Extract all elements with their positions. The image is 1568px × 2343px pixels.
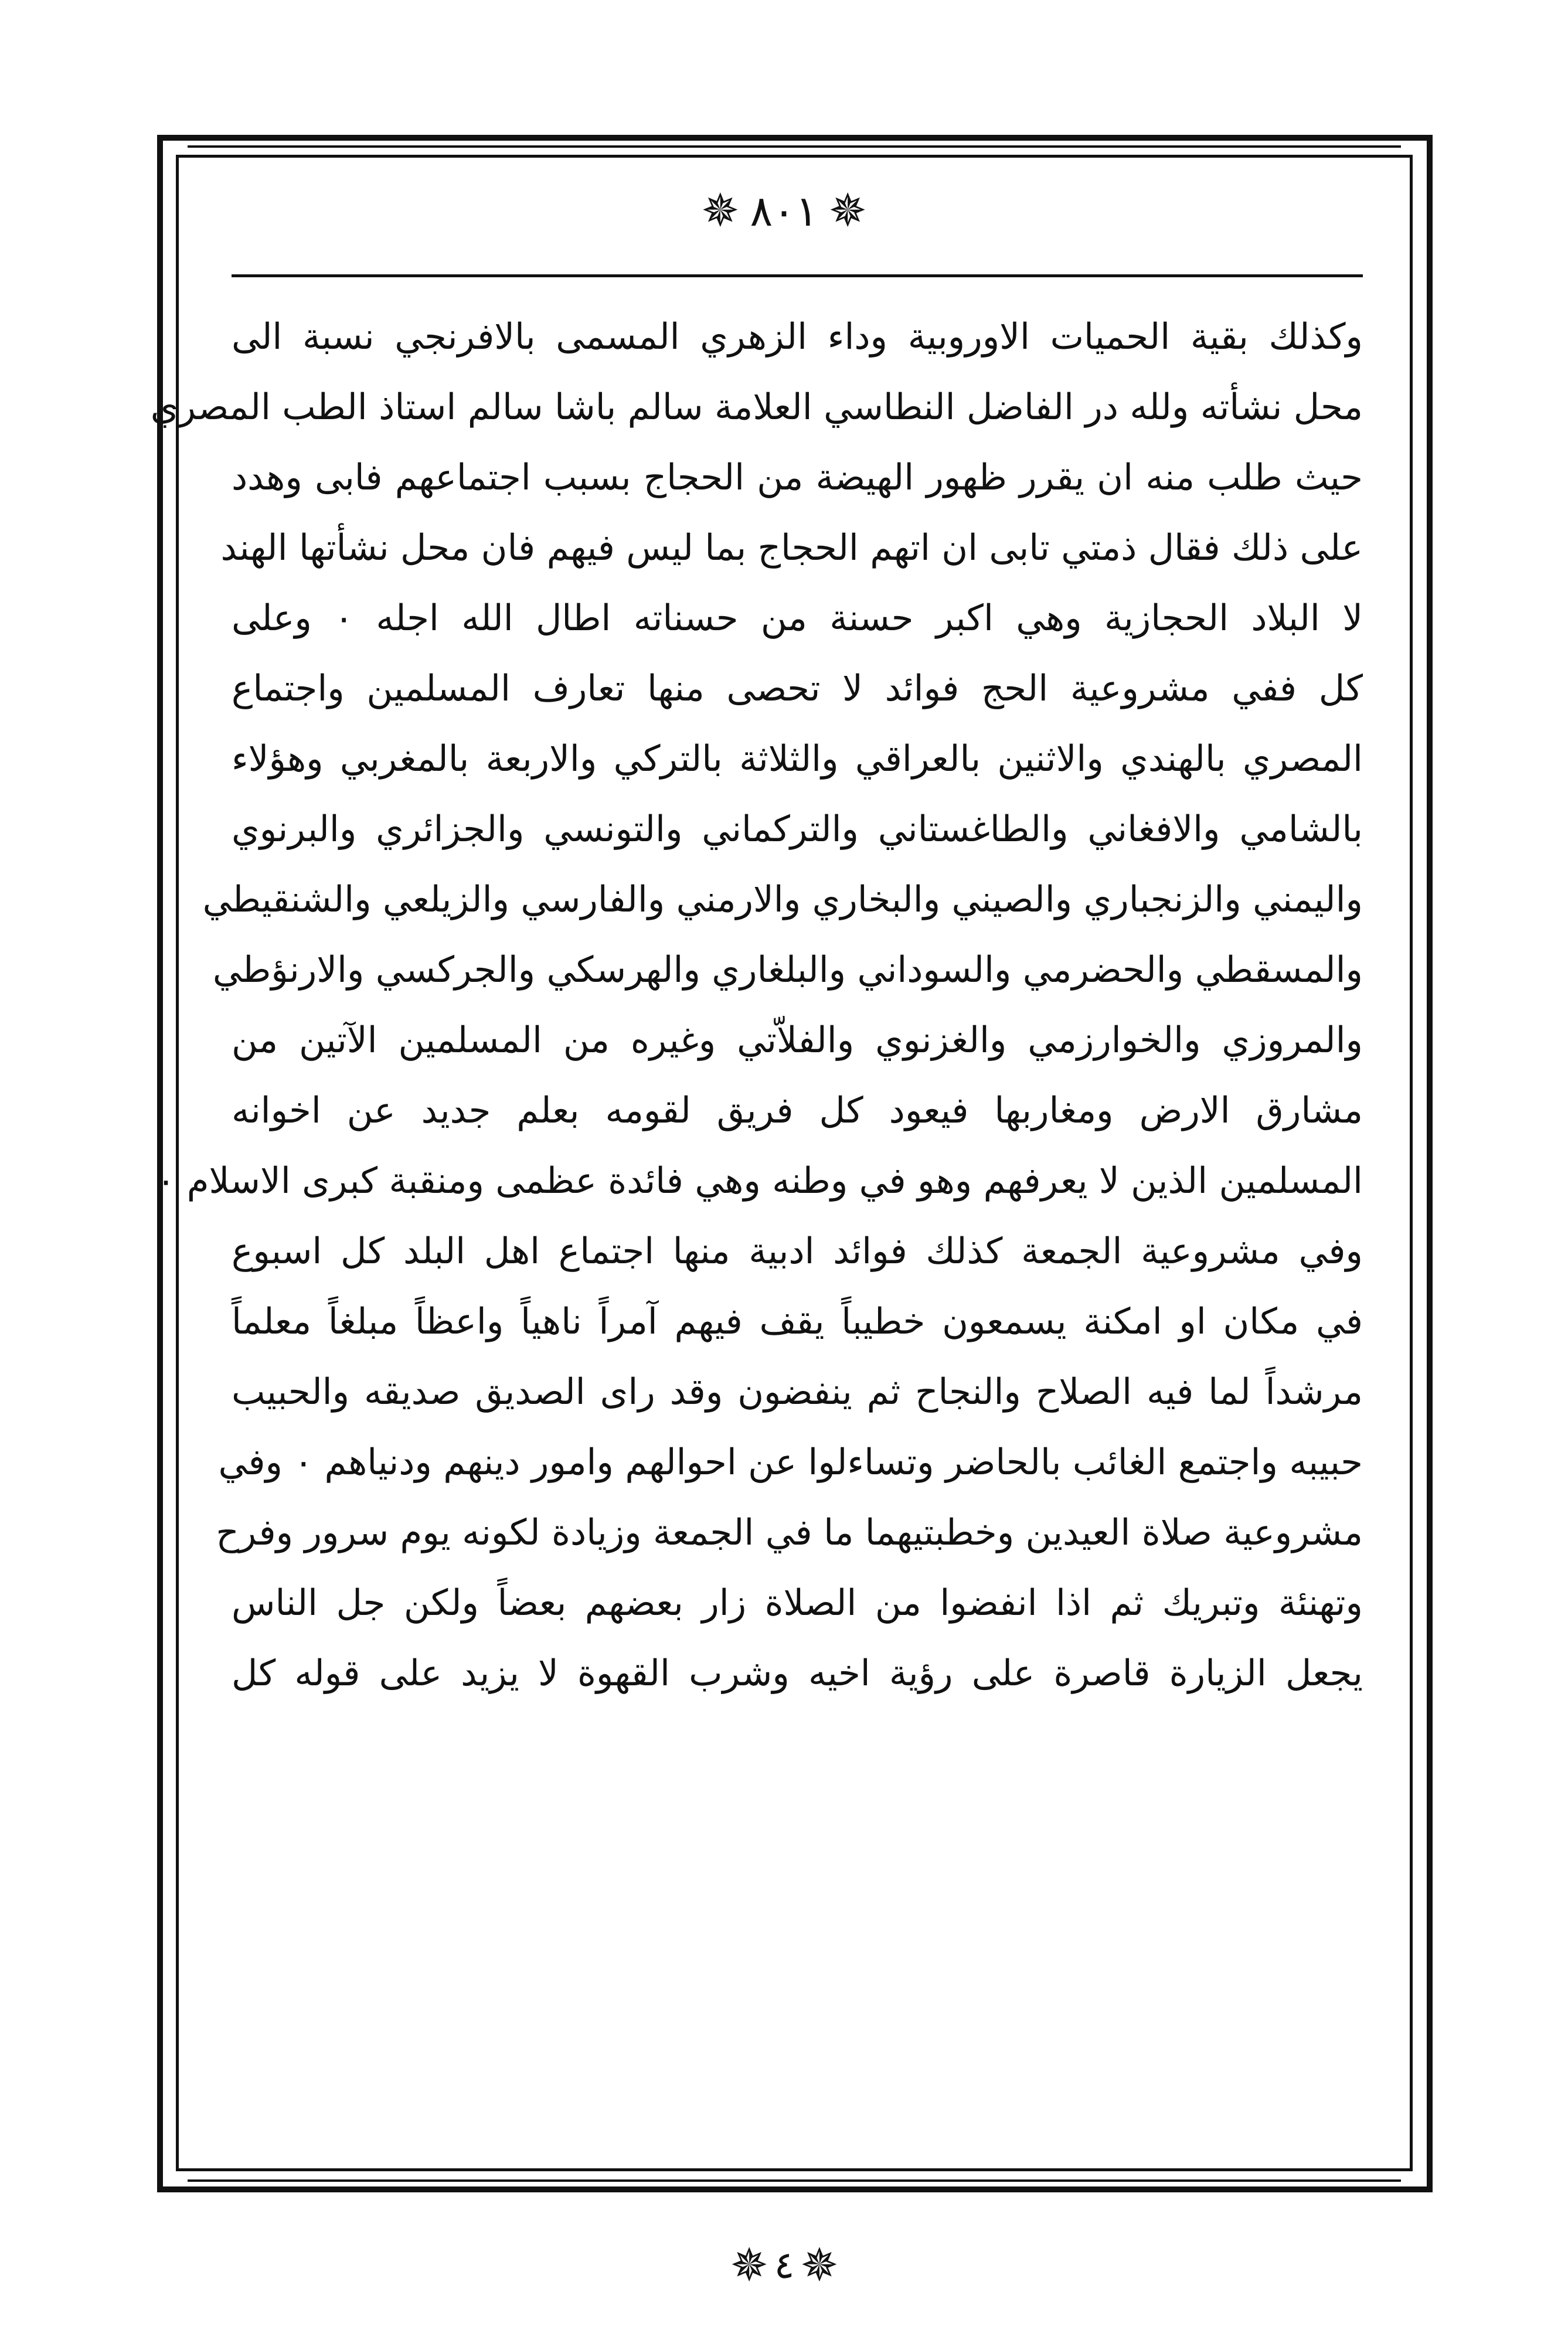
text-line: والمروزي والخوارزمي والغزنوي والفلاّتي وغيره من المسلمين الآتين من	[232, 1019, 1363, 1061]
text-line: وتهنئة وتبريك ثم اذا انفضوا من الصلاة زار بعضهم بعضاً ولكن جل الناس	[232, 1582, 1363, 1624]
text-line: بالشامي والافغاني والطاغستاني والتركماني والتونسي والجزائري والبرنوي	[232, 808, 1363, 850]
star-ornament-icon: ✵	[730, 2239, 768, 2292]
frame-bottom-rule	[188, 2179, 1401, 2182]
text-line: في مكان او امكنة يسمعون خطيباً يقف فيهم آمراً ناهياً واعظاً مبلغاً معلماً	[232, 1301, 1363, 1342]
text-line: المسلمين الذين لا يعرفهم وهو في وطنه وهي فائدة عظمى ومنقبة كبرى الاسلام ٠	[156, 1160, 1363, 1202]
text-line: وفي مشروعية الجمعة كذلك فوائد ادبية منها اجتماع اهل البلد كل اسبوع	[232, 1230, 1363, 1272]
text-line: واليمني والزنجباري والصيني والبخاري والارمني والفارسي والزيلعي والشنقيطي	[202, 879, 1363, 920]
star-ornament-icon: ✵	[828, 185, 867, 237]
text-line: على ذلك فقال ذمتي تابى ان اتهم الحجاج بما ليس فيهم فان محل نشأتها الهند	[220, 527, 1363, 569]
star-ornament-icon: ✵	[701, 185, 740, 237]
signature-mark	[696, 2230, 872, 2301]
text-line: مشارق الارض ومغاربها فيعود كل فريق لقومه بعلم جديد عن اخوانه	[232, 1090, 1363, 1131]
text-line: مرشداً لما فيه الصلاح والنجاح ثم ينفضون وقد راى الصديق صديقه والحبيب	[232, 1371, 1363, 1413]
signature-number: ٤	[774, 2244, 795, 2287]
page-number-header	[645, 176, 923, 246]
page-number: ٨٠١	[750, 186, 818, 236]
text-line: يجعل الزيارة قاصرة على رؤية اخيه وشرب القهوة لا يزيد على قوله كل	[232, 1652, 1363, 1694]
header-rule	[232, 274, 1363, 277]
text-line: حبيبه واجتمع الغائب بالحاضر وتساءلوا عن احوالهم وامور دينهم ودنياهم ٠ وفي	[218, 1441, 1363, 1483]
text-line: كل ففي مشروعية الحج فوائد لا تحصى منها تعارف المسلمين واجتماع	[232, 668, 1363, 709]
text-line: المصري بالهندي والاثنين بالعراقي والثلاثة بالتركي والاربعة بالمغربي وهؤلاء	[232, 738, 1363, 780]
text-line: محل نشأته ولله در الفاضل النطاسي العلامة سالم باشا سالم استاذ الطب المصري	[150, 386, 1363, 428]
text-line: لا البلاد الحجازية وهي اكبر حسنة من حسناته اطال الله اجله ٠ وعلى	[232, 597, 1363, 639]
body-text	[150, 302, 1363, 2131]
text-line: حيث طلب منه ان يقرر ظهور الهيضة من الحجاج بسبب اجتماعهم فابى وهدد	[232, 457, 1363, 498]
text-line: مشروعية صلاة العيدين وخطبتيهما ما في الجمعة وزيادة لكونه يوم سرور وفرح	[216, 1512, 1363, 1553]
text-line: والمسقطي والحضرمي والسوداني والبلغاري والهرسكي والجركسي والارنؤطي	[212, 949, 1363, 991]
star-ornament-icon: ✵	[800, 2239, 839, 2292]
text-line: وكذلك بقية الحميات الاوروبية وداء الزهري المسمى بالافرنجي نسبة الى	[232, 316, 1363, 358]
